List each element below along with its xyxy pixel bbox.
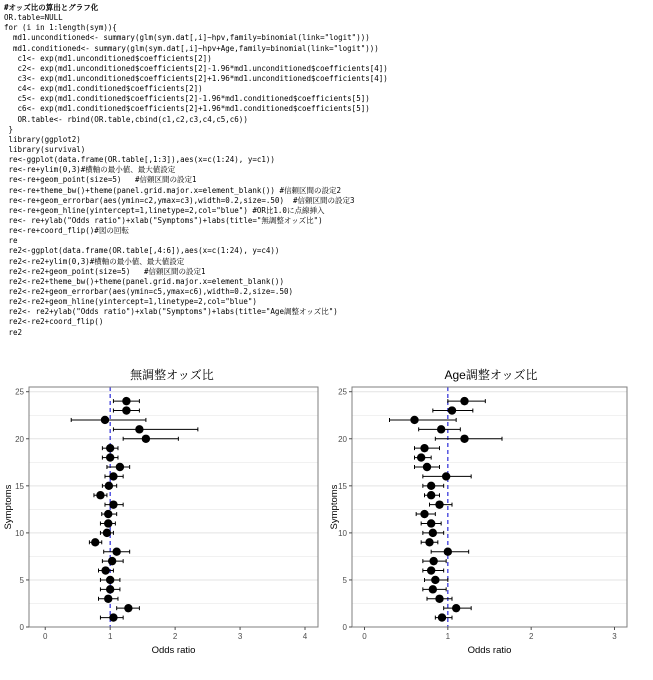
code-line: library(survival): [4, 144, 86, 154]
chart-title: 無調整オッズ比: [130, 368, 214, 382]
code-line: re2<-re2+theme_bw()+theme(panel.grid.major.x=element_blank()): [4, 276, 284, 286]
odds-ratio-point: [124, 604, 132, 612]
odds-ratio-point: [106, 453, 114, 461]
code-line: re2: [4, 327, 23, 337]
y-tick-label: 15: [338, 481, 347, 491]
odds-ratio-point: [429, 529, 437, 537]
code-line: re: [4, 236, 18, 246]
odds-ratio-point: [427, 491, 435, 499]
odds-ratio-point: [429, 557, 437, 565]
x-tick-label: 3: [237, 632, 243, 641]
odds-ratio-point: [431, 576, 439, 584]
code-line: re<- re+ylab("Odds ratio")+xlab("Symptoms")+labs(title="無調整オッズ比"): [4, 215, 323, 225]
odds-ratio-point: [104, 519, 112, 527]
odds-ratio-point: [442, 472, 450, 480]
code-line: md1.conditioned<- summary(glm(sym.dat[,i]~hpv+Age,family=binomial(link="logit"))): [4, 43, 379, 53]
odds-ratio-point: [420, 510, 428, 518]
odds-ratio-point: [91, 538, 99, 546]
y-tick-label: 10: [15, 528, 24, 538]
odds-ratio-point: [429, 585, 437, 593]
code-line: c6<- exp(md1.conditioned$coefficients[2]+1.96*md1.conditioned$coefficients[5]): [4, 104, 370, 114]
odds-ratio-point: [108, 557, 116, 565]
r-code-block: [4, 3, 388, 338]
odds-ratio-point: [122, 406, 130, 414]
odds-ratio-point: [435, 500, 443, 508]
age-adjusted-odds-ratio-chart: [326, 365, 653, 680]
y-tick-label: 5: [19, 575, 24, 585]
x-tick-label: 1: [107, 632, 113, 641]
code-line: re2<- re2+ylab("Odds ratio")+xlab("Symptoms")+labs(title="Age調整オッズ比"): [4, 307, 338, 317]
odds-ratio-point: [460, 397, 468, 405]
odds-ratio-point: [101, 416, 109, 424]
odds-ratio-point: [417, 453, 425, 461]
panel-background: [29, 387, 318, 627]
code-line: re2<-ggplot(data.frame(OR.table[,4:6]),aes(x=c(1:24), y=c4)): [4, 246, 280, 256]
odds-ratio-point: [410, 416, 418, 424]
odds-ratio-point: [423, 463, 431, 471]
odds-ratio-point: [437, 425, 445, 433]
y-tick-label: 25: [15, 387, 24, 397]
y-tick-label: 25: [338, 387, 347, 397]
y-axis-label: Symptoms: [329, 484, 340, 530]
odds-ratio-point: [109, 472, 117, 480]
code-line: library(ggplot2): [4, 134, 81, 144]
y-tick-label: 0: [19, 623, 24, 632]
code-line: re<-re+theme_bw()+theme(panel.grid.major.x=element_blank()) #信頼区間の設定2: [4, 185, 341, 195]
x-tick-label: 0: [362, 632, 367, 641]
code-line: c1<- exp(md1.unconditioned$coefficients[2]): [4, 53, 212, 63]
y-tick-label: 10: [338, 528, 347, 538]
odds-ratio-point: [96, 491, 104, 499]
odds-ratio-point: [122, 397, 130, 405]
odds-ratio-point: [116, 463, 124, 471]
odds-ratio-point: [104, 595, 112, 603]
unadjusted-odds-ratio-chart: [0, 365, 325, 680]
odds-ratio-point: [106, 444, 114, 452]
odds-ratio-point: [101, 566, 109, 574]
odds-ratio-point: [427, 566, 435, 574]
x-tick-label: 0: [43, 632, 48, 641]
x-axis-label: Odds ratio: [467, 645, 512, 656]
code-line: c2<- exp(md1.unconditioned$coefficients[2]-1.96*md1.unconditioned$coefficients[4]): [4, 63, 388, 73]
odds-ratio-point: [142, 435, 150, 443]
x-tick-label: 2: [528, 632, 534, 641]
code-line: re<-re+ylim(0,3)#横軸の最小値、最大値設定: [4, 165, 176, 175]
code-line: re<-re+geom_errorbar(aes(ymin=c2,ymax=c3),width=0.2,size=.50) #信頼区間の設定3: [4, 195, 355, 205]
odds-ratio-point: [460, 435, 468, 443]
code-line: c3<- exp(md1.unconditioned$coefficients[2]+1.96*md1.unconditioned$coefficients[4]): [4, 73, 388, 83]
code-line: re2<-re2+geom_hline(yintercept=1,linetype=2,col="blue"): [4, 297, 257, 307]
code-line: c5<- exp(md1.conditioned$coefficients[2]-1.96*md1.conditioned$coefficients[5]): [4, 94, 370, 104]
odds-ratio-point: [427, 482, 435, 490]
code-line: for (i in 1:length(sym)){: [4, 23, 117, 33]
x-tick-label: 3: [612, 632, 617, 641]
x-tick-label: 4: [302, 632, 308, 641]
y-tick-label: 5: [342, 575, 347, 585]
odds-ratio-point: [106, 576, 114, 584]
code-line: }: [4, 124, 14, 134]
y-tick-label: 0: [342, 623, 347, 632]
odds-ratio-point: [105, 482, 113, 490]
code-line: re<-re+geom_point(size=5) #信頼区間の設定1: [4, 175, 197, 185]
odds-ratio-point: [452, 604, 460, 612]
odds-ratio-point: [425, 538, 433, 546]
odds-ratio-point: [448, 406, 456, 414]
x-tick-label: 1: [445, 632, 451, 641]
code-line: OR.table=NULL: [4, 13, 63, 23]
odds-ratio-point: [106, 585, 114, 593]
odds-ratio-point: [112, 548, 120, 556]
odds-ratio-point: [438, 613, 446, 621]
y-tick-label: 15: [15, 481, 24, 491]
chart-title: Age調整オッズ比: [444, 368, 538, 382]
odds-ratio-point: [109, 613, 117, 621]
code-line: re2<-re2+ylim(0,3)#横軸の最小値、最大値設定: [4, 256, 185, 266]
odds-ratio-point: [435, 595, 443, 603]
code-line: c4<- exp(md1.conditioned$coefficients[2]): [4, 84, 203, 94]
code-line: re2<-re2+geom_errorbar(aes(ymin=c5,ymax=c6),width=0.2,size=.50): [4, 286, 293, 296]
odds-ratio-point: [135, 425, 143, 433]
code-line: re<-ggplot(data.frame(OR.table[,1:3]),aes(x=c(1:24), y=c1)): [4, 155, 275, 165]
code-line: re2<-re2+geom_point(size=5) #信頼区間の設定1: [4, 266, 206, 276]
code-line: re<-re+coord_flip()#図の回転: [4, 226, 129, 236]
y-axis-label: Symptoms: [3, 484, 14, 530]
code-line: re2<-re2+coord_flip(): [4, 317, 104, 327]
code-line: re<-re+geom_hline(yintercept=1,linetype=2,col="blue") #OR比1.0に点線挿入: [4, 205, 325, 215]
y-tick-label: 20: [338, 434, 347, 444]
odds-ratio-point: [104, 510, 112, 518]
odds-ratio-point: [444, 548, 452, 556]
odds-ratio-point: [427, 519, 435, 527]
odds-ratio-point: [109, 500, 117, 508]
y-tick-label: 20: [15, 434, 24, 444]
code-line: md1.unconditioned<- summary(glm(sym.dat[,i]~hpv,family=binomial(link="logit"))): [4, 33, 370, 43]
odds-ratio-point: [420, 444, 428, 452]
code-line: OR.table<- rbind(OR.table,cbind(c1,c2,c3,c4,c5,c6)): [4, 114, 248, 124]
x-axis-label: Odds ratio: [151, 645, 196, 656]
code-line: #オッズ比の算出とグラフ化: [4, 3, 99, 12]
panel-background: [352, 387, 627, 627]
x-tick-label: 2: [172, 632, 178, 641]
odds-ratio-point: [103, 529, 111, 537]
